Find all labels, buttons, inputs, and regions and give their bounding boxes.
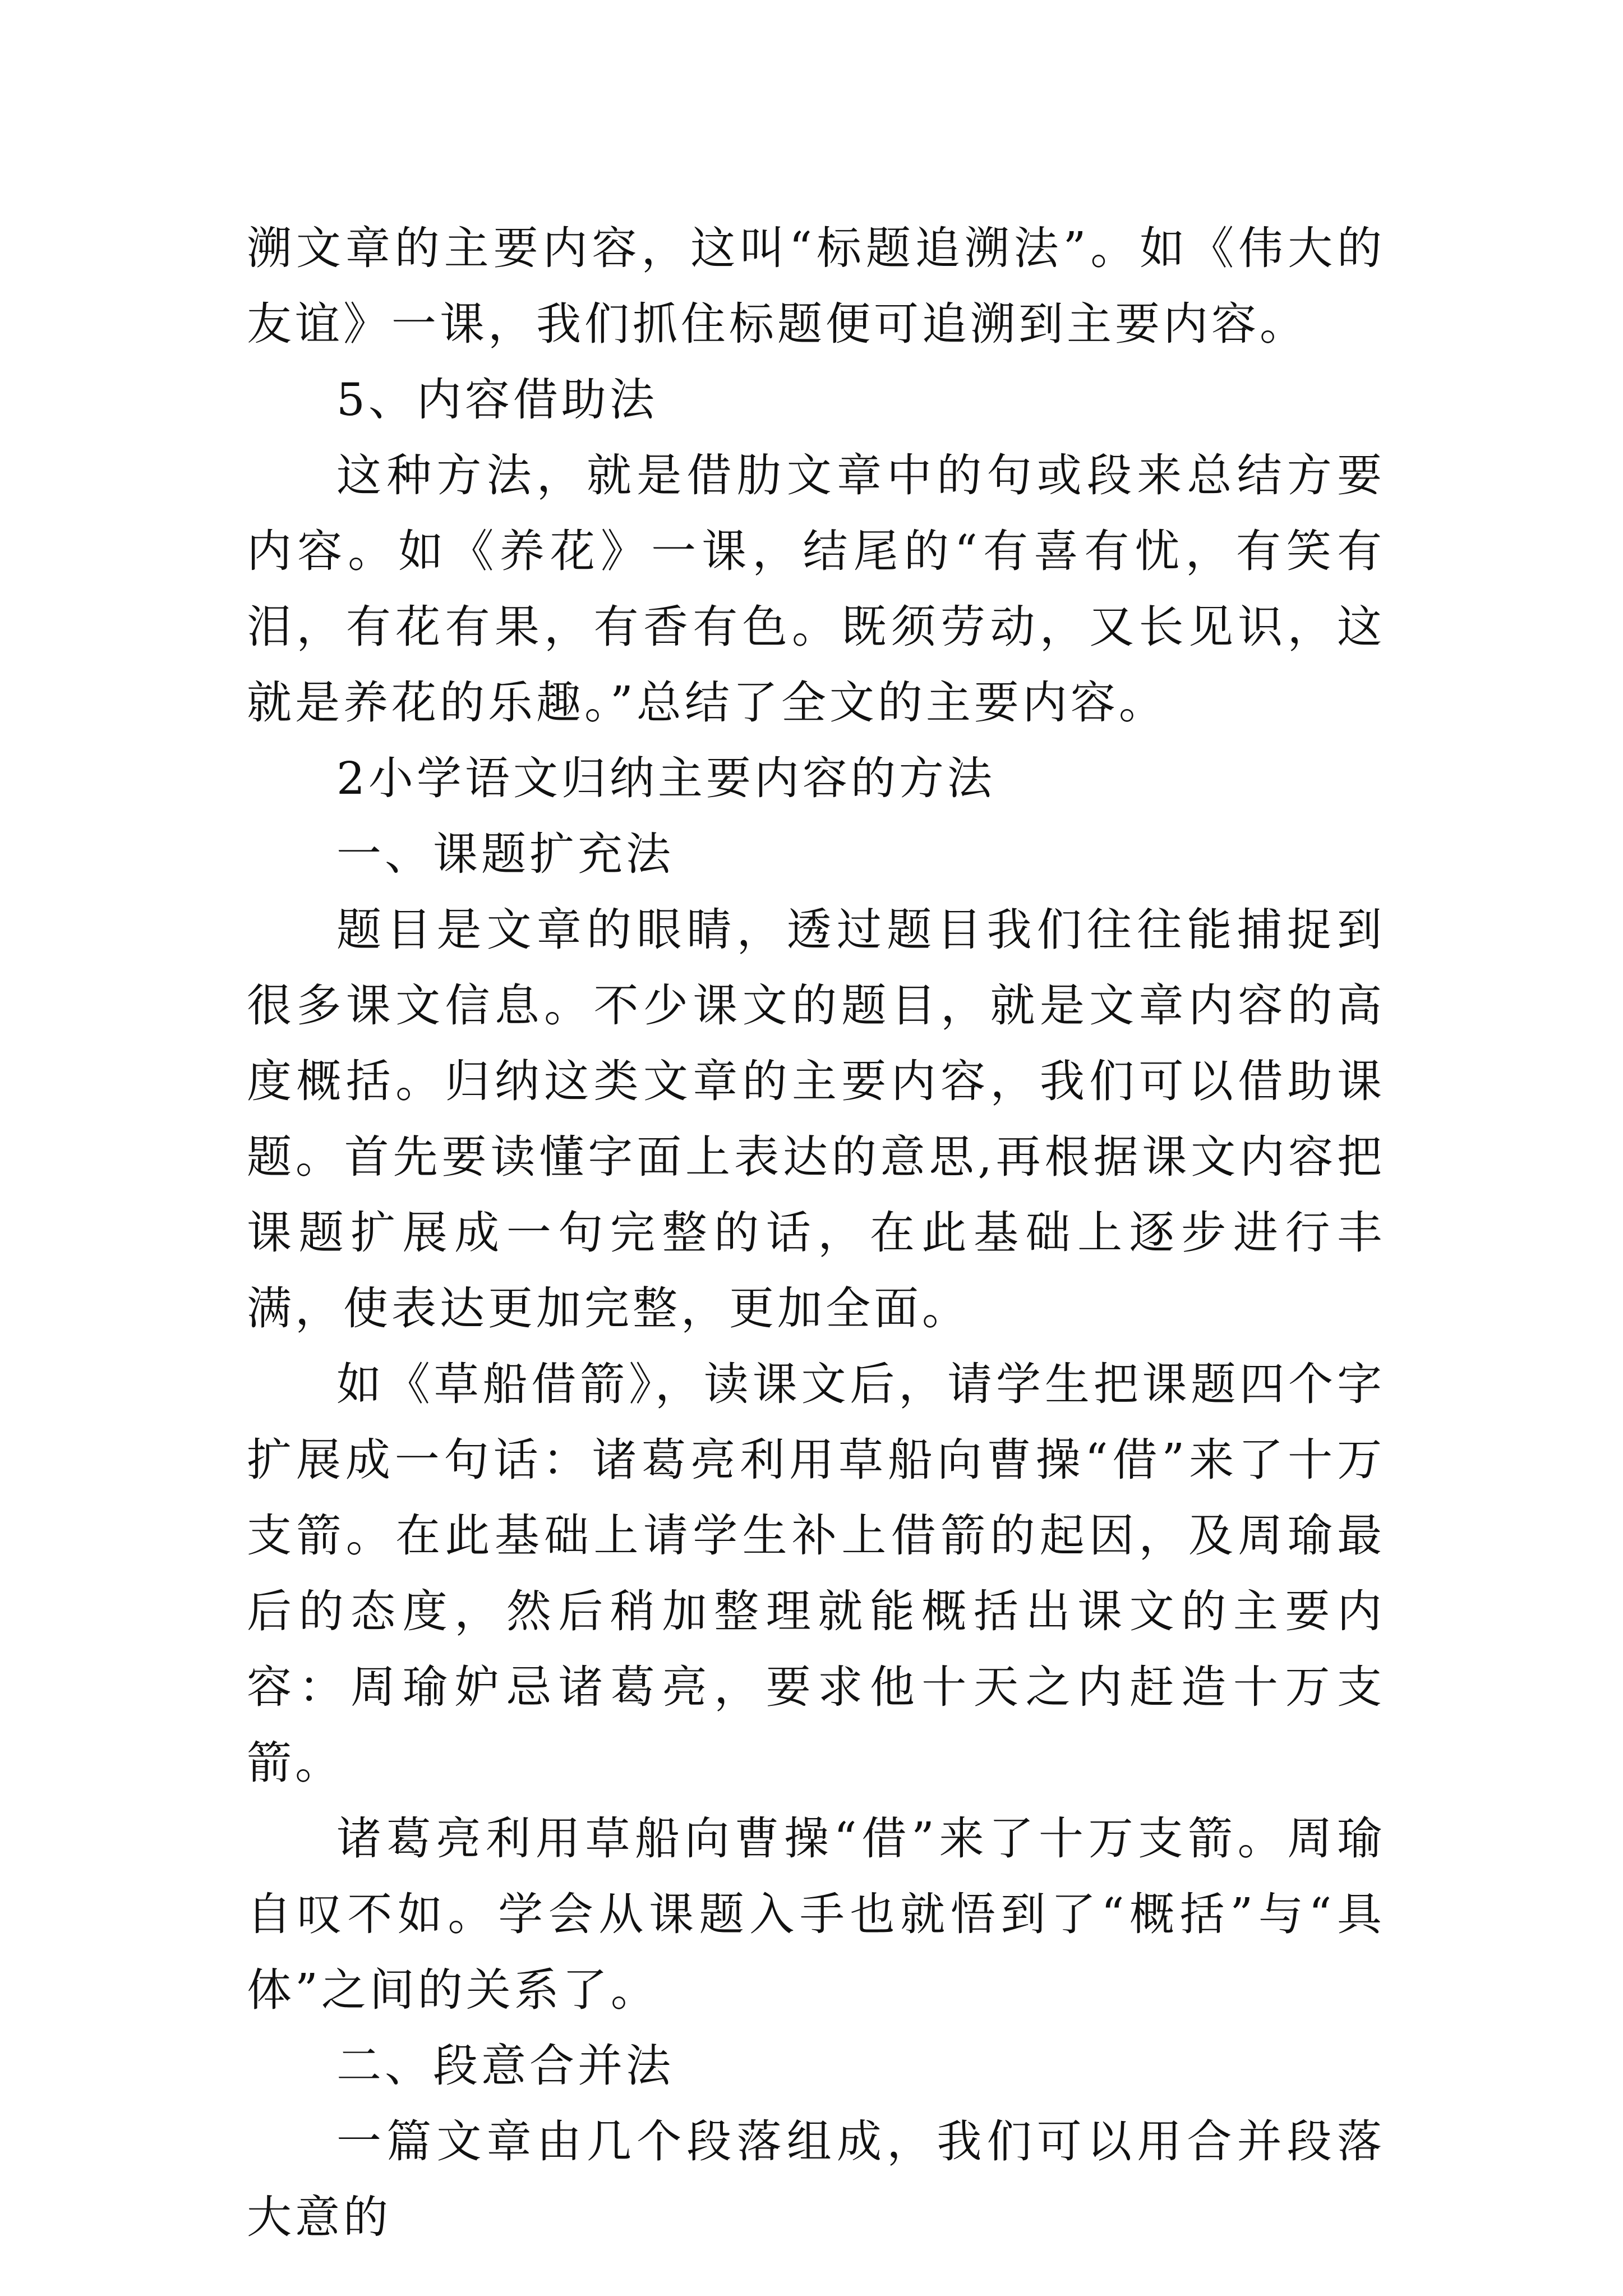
paragraph-paragraph-merge: 一篇文章由几个段落组成，我们可以用合并段落大意的 (247, 2115, 1385, 2243)
paragraph-title-expansion: 题目是文章的眼睛，透过题目我们往往能捕捉到很多课文信息。不少课文的题目，就是文章内容的高度概括。归纳这类文章的主要内容，我们可以借助课题。首先要读懂字面上表达的意思,再根据课文内容把课题扩展成一句完整的话，在此基础上逐步进行丰满，使表达更加完整，更加全面。 (247, 904, 1385, 1335)
paragraph-continuation: 溯文章的主要内容，这叫“标题追溯法”。如《伟大的友谊》一课，我们抓住标题便可追溯到主要内容。 (247, 222, 1385, 350)
section-heading-title-expansion: 一、课题扩充法 (336, 828, 674, 880)
section-heading-content-borrowing: 5、内容借助法 (336, 374, 658, 426)
section-heading-methods: 2小学语文归纳主要内容的方法 (336, 752, 995, 804)
paragraph-example-straw-boats: 如《草船借箭》，读课文后，请学生把课题四个字扩展成一句话：诸葛亮利用草船向曹操“借”来了十万支箭。在此基础上请学生补上借箭的起因，及周瑜最后的态度，然后稍加整理就能概括出课文的主要内容：周瑜妒忌诸葛亮，要求他十天之内赶造十万支箭。 (247, 1358, 1385, 1789)
paragraph-example-conclusion: 诸葛亮利用草船向曹操“借”来了十万支箭。周瑜自叹不如。学会从课题入手也就悟到了“概括”与“具体”之间的关系了。 (247, 1812, 1385, 2016)
section-heading-paragraph-merge: 二、段意合并法 (336, 2040, 674, 2092)
document-body (247, 210, 1385, 2255)
paragraph-content-borrowing: 这种方法，就是借肋文章中的句或段来总结方要内容。如《养花》一课，结尾的“有喜有忧，有笑有泪，有花有果，有香有色。既须劳动，又长见识，这就是养花的乐趣。”总结了全文的主要内容。 (247, 449, 1385, 729)
